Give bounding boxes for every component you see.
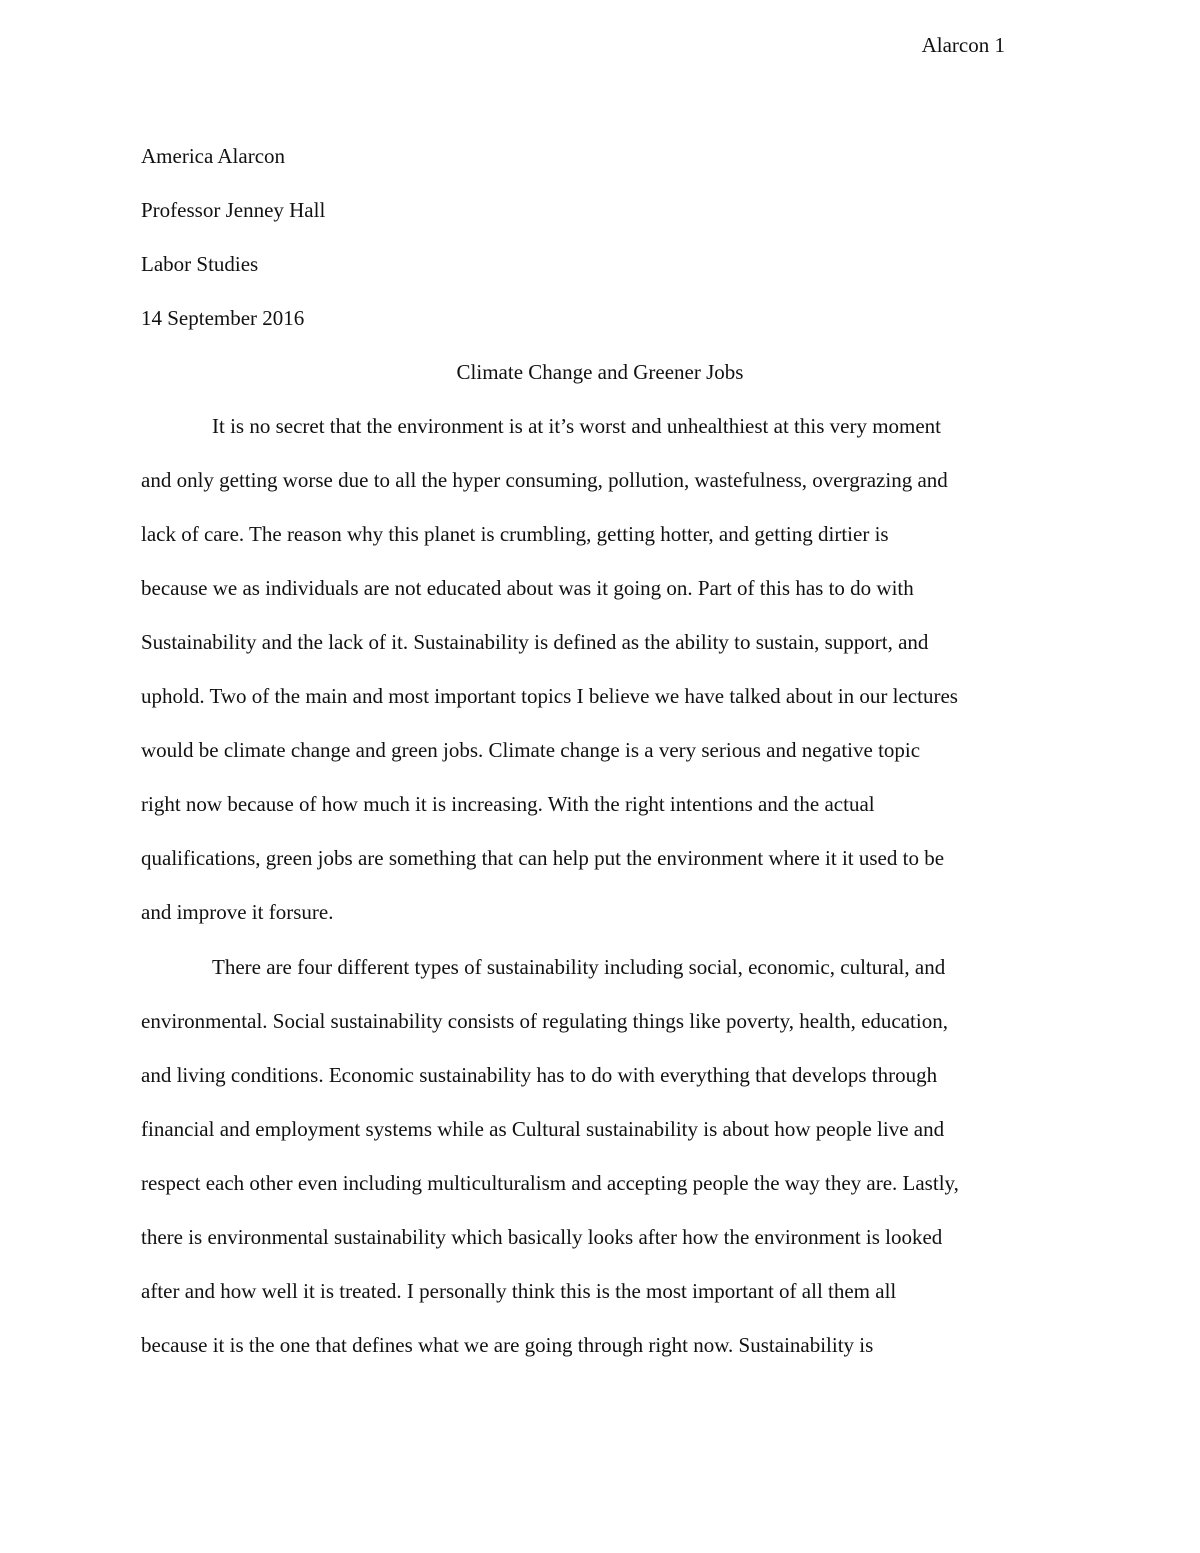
running-head: Alarcon 1 — [921, 33, 1005, 57]
paragraph-line: environmental. Social sustainability consists of regulating things like poverty, health, education, — [141, 1009, 948, 1033]
paragraph-line: qualifications, green jobs are something that can help put the environment where it it used to be — [141, 846, 945, 870]
paragraph-line: because it is the one that defines what we are going through right now. Sustainability is — [141, 1333, 874, 1357]
paragraph-line: There are four different types of sustainability including social, economic, cultural, and — [212, 955, 946, 979]
paragraph-line: and only getting worse due to all the hyper consuming, pollution, wastefulness, overgrazing and — [141, 468, 948, 492]
paragraph-line: lack of care. The reason why this planet is crumbling, getting hotter, and getting dirtier is — [141, 522, 889, 546]
paragraph-line: after and how well it is treated. I personally think this is the most important of all them all — [141, 1279, 897, 1303]
paragraph-line: financial and employment systems while as Cultural sustainability is about how people live and — [141, 1117, 945, 1141]
paragraph-line: there is environmental sustainability which basically looks after how the environment is looked — [141, 1225, 943, 1249]
paragraph-line: because we as individuals are not educated about was it going on. Part of this has to do with — [141, 576, 914, 600]
essay-title: Climate Change and Greener Jobs — [456, 360, 744, 384]
paragraph-line: It is no secret that the environment is at it’s worst and unhealthiest at this very moment — [212, 414, 942, 438]
author-name: America Alarcon — [141, 144, 286, 168]
paragraph-line: and living conditions. Economic sustainability has to do with everything that develops through — [141, 1063, 938, 1087]
mla-heading — [141, 141, 1061, 357]
paragraph-line: right now because of how much it is increasing. With the right intentions and the actual — [141, 792, 875, 816]
essay-date: 14 September 2016 — [141, 306, 305, 330]
paragraph-line: and improve it forsure. — [141, 900, 334, 924]
professor-name: Professor Jenney Hall — [141, 198, 326, 222]
paragraph-line: Sustainability and the lack of it. Sustainability is defined as the ability to sustain, support, and — [141, 630, 929, 654]
paragraph-line: uphold. Two of the main and most important topics I believe we have talked about in our lectures — [141, 684, 958, 708]
course-name: Labor Studies — [141, 252, 259, 276]
paragraph-line: respect each other even including multiculturalism and accepting people the way they are. Lastly, — [141, 1171, 959, 1195]
paragraph-line: would be climate change and green jobs. Climate change is a very serious and negative topic — [141, 738, 921, 762]
